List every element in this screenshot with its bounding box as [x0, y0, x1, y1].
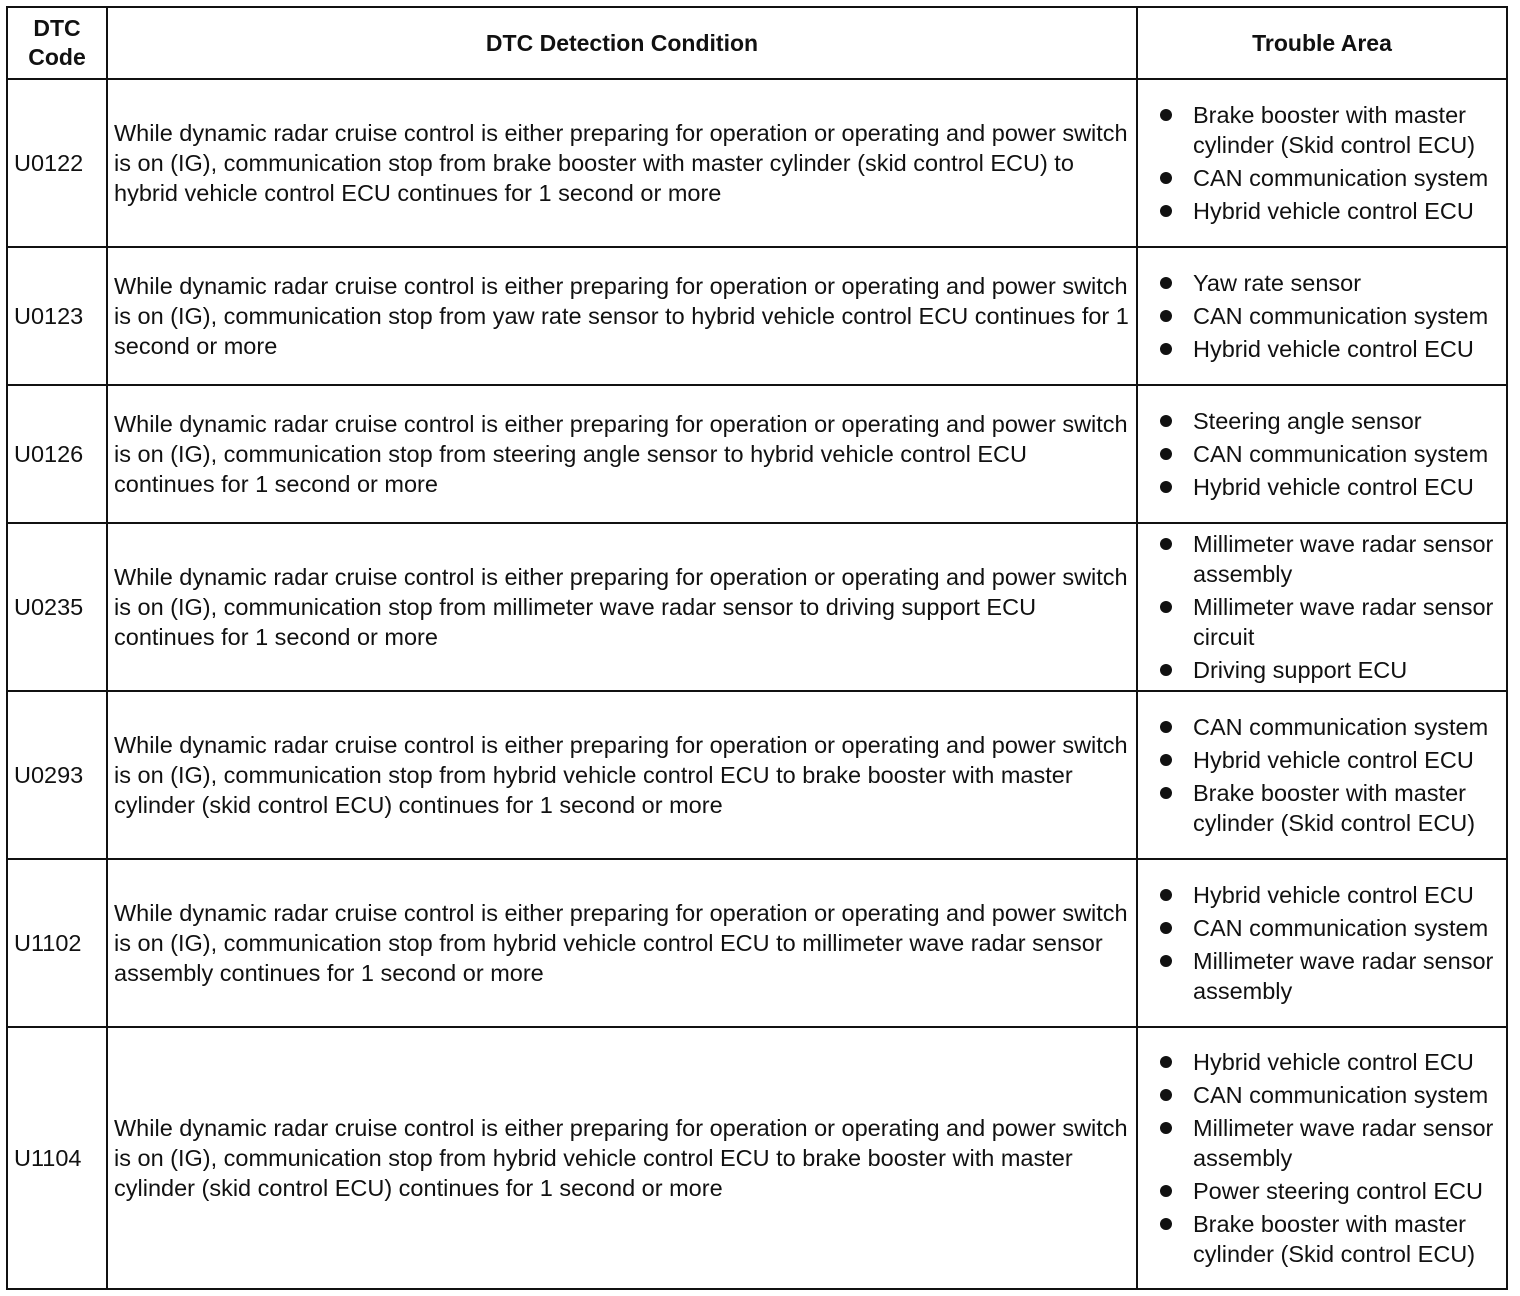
detection-condition-cell: While dynamic radar cruise control is either preparing for operation or operating and power switch is on (IG), communication stop from brake booster with master cylinder (skid control ECU) to hybrid vehicle control ECU continues for 1 second or more [107, 79, 1137, 247]
trouble-area-text: CAN communication system [1193, 915, 1489, 941]
trouble-area-item [1160, 529, 1504, 589]
trouble-area-text: Power steering control ECU [1193, 1178, 1483, 1204]
trouble-area-text: Steering angle sensor [1193, 408, 1422, 434]
trouble-area-text: Brake booster with master cylinder (Skid control ECU) [1193, 780, 1476, 836]
bullet-icon [1160, 1218, 1172, 1230]
table-row [7, 523, 1507, 691]
trouble-area-item [1160, 406, 1504, 436]
trouble-area-item [1160, 1209, 1504, 1269]
bullet-icon [1160, 601, 1172, 613]
trouble-area-text: Brake booster with master cylinder (Skid control ECU) [1193, 1211, 1476, 1267]
dtc-code-cell: U1102 [7, 859, 107, 1027]
trouble-area-text: Millimeter wave radar sensor assembly [1193, 1115, 1494, 1171]
bullet-icon [1160, 277, 1172, 289]
detection-condition-cell: While dynamic radar cruise control is either preparing for operation or operating and power switch is on (IG), communication stop from hybrid vehicle control ECU to brake booster with master cylinder (skid control ECU) continues for 1 second or more [107, 691, 1137, 859]
bullet-icon [1160, 109, 1172, 121]
bullet-icon [1160, 721, 1172, 733]
trouble-area-list [1160, 100, 1504, 226]
trouble-area-text: Hybrid vehicle control ECU [1193, 1049, 1474, 1075]
trouble-area-cell [1137, 691, 1507, 859]
trouble-area-item [1160, 913, 1504, 943]
bullet-icon [1160, 787, 1172, 799]
trouble-area-item [1160, 1113, 1504, 1173]
bullet-icon [1160, 922, 1172, 934]
trouble-area-list [1160, 1047, 1504, 1269]
table-row [7, 859, 1507, 1027]
trouble-area-text: Hybrid vehicle control ECU [1193, 198, 1474, 224]
trouble-area-item [1160, 1176, 1504, 1206]
trouble-area-text: Driving support ECU [1193, 657, 1408, 683]
detection-condition-cell: While dynamic radar cruise control is either preparing for operation or operating and power switch is on (IG), communication stop from hybrid vehicle control ECU to millimeter wave radar sensor assembly continues for 1 second or more [107, 859, 1137, 1027]
bullet-icon [1160, 172, 1172, 184]
detection-condition-cell: While dynamic radar cruise control is either preparing for operation or operating and power switch is on (IG), communication stop from steering angle sensor to hybrid vehicle control ECU continues for 1 second or more [107, 385, 1137, 523]
trouble-area-list [1160, 712, 1504, 838]
detection-condition-cell: While dynamic radar cruise control is either preparing for operation or operating and power switch is on (IG), communication stop from millimeter wave radar sensor to driving support ECU continues for 1 second or more [107, 523, 1137, 691]
bullet-icon [1160, 343, 1172, 355]
table-row [7, 691, 1507, 859]
trouble-area-cell [1137, 385, 1507, 523]
dtc-code-cell: U1104 [7, 1027, 107, 1289]
trouble-area-list [1160, 406, 1504, 502]
table-row [7, 385, 1507, 523]
detection-condition-cell: While dynamic radar cruise control is either preparing for operation or operating and power switch is on (IG), communication stop from hybrid vehicle control ECU to brake booster with master cylinder (skid control ECU) continues for 1 second or more [107, 1027, 1137, 1289]
trouble-area-text: Millimeter wave radar sensor assembly [1193, 531, 1494, 587]
trouble-area-item [1160, 301, 1504, 331]
trouble-area-text: CAN communication system [1193, 165, 1489, 191]
trouble-area-text: Hybrid vehicle control ECU [1193, 474, 1474, 500]
header-row [7, 7, 1507, 79]
dtc-code-cell: U0123 [7, 247, 107, 385]
trouble-area-item [1160, 946, 1504, 1006]
trouble-area-list [1160, 880, 1504, 1006]
bullet-icon [1160, 1056, 1172, 1068]
trouble-area-text: Millimeter wave radar sensor circuit [1193, 594, 1494, 650]
bullet-icon [1160, 415, 1172, 427]
bullet-icon [1160, 1089, 1172, 1101]
bullet-icon [1160, 754, 1172, 766]
trouble-area-item [1160, 1047, 1504, 1077]
trouble-area-item [1160, 334, 1504, 364]
table-row [7, 79, 1507, 247]
bullet-icon [1160, 481, 1172, 493]
bullet-icon [1160, 538, 1172, 550]
trouble-area-cell [1137, 523, 1507, 691]
dtc-code-cell: U0293 [7, 691, 107, 859]
trouble-area-item [1160, 268, 1504, 298]
table-body [7, 79, 1507, 1289]
dtc-table [6, 6, 1508, 1290]
trouble-area-text: Yaw rate sensor [1193, 270, 1362, 296]
trouble-area-text: Hybrid vehicle control ECU [1193, 747, 1474, 773]
trouble-area-item [1160, 439, 1504, 469]
trouble-area-item [1160, 100, 1504, 160]
trouble-area-item [1160, 712, 1504, 742]
bullet-icon [1160, 889, 1172, 901]
dtc-code-cell: U0122 [7, 79, 107, 247]
bullet-icon [1160, 955, 1172, 967]
table-row [7, 247, 1507, 385]
table-row [7, 1027, 1507, 1289]
bullet-icon [1160, 310, 1172, 322]
trouble-area-item [1160, 1080, 1504, 1110]
trouble-area-item [1160, 778, 1504, 838]
trouble-area-item [1160, 163, 1504, 193]
trouble-area-item [1160, 880, 1504, 910]
bullet-icon [1160, 448, 1172, 460]
trouble-area-text: Hybrid vehicle control ECU [1193, 336, 1474, 362]
trouble-area-cell [1137, 247, 1507, 385]
trouble-area-list [1160, 268, 1504, 364]
trouble-area-cell [1137, 79, 1507, 247]
bullet-icon [1160, 664, 1172, 676]
detection-condition-cell: While dynamic radar cruise control is either preparing for operation or operating and power switch is on (IG), communication stop from yaw rate sensor to hybrid vehicle control ECU continues for 1 second or more [107, 247, 1137, 385]
header-dtc-code: DTC Code [7, 7, 107, 79]
trouble-area-text: Brake booster with master cylinder (Skid control ECU) [1193, 102, 1476, 158]
dtc-code-cell: U0235 [7, 523, 107, 691]
trouble-area-item [1160, 472, 1504, 502]
trouble-area-text: CAN communication system [1193, 714, 1489, 740]
trouble-area-cell [1137, 1027, 1507, 1289]
trouble-area-item [1160, 592, 1504, 652]
header-detection-condition: DTC Detection Condition [107, 7, 1137, 79]
trouble-area-text: Hybrid vehicle control ECU [1193, 882, 1474, 908]
trouble-area-list [1160, 529, 1504, 685]
trouble-area-cell [1137, 859, 1507, 1027]
trouble-area-item [1160, 196, 1504, 226]
trouble-area-text: CAN communication system [1193, 1082, 1489, 1108]
bullet-icon [1160, 1122, 1172, 1134]
dtc-code-cell: U0126 [7, 385, 107, 523]
bullet-icon [1160, 1185, 1172, 1197]
trouble-area-item [1160, 745, 1504, 775]
trouble-area-text: CAN communication system [1193, 303, 1489, 329]
trouble-area-text: Millimeter wave radar sensor assembly [1193, 948, 1494, 1004]
trouble-area-text: CAN communication system [1193, 441, 1489, 467]
header-trouble-area: Trouble Area [1137, 7, 1507, 79]
trouble-area-item [1160, 655, 1504, 685]
bullet-icon [1160, 205, 1172, 217]
